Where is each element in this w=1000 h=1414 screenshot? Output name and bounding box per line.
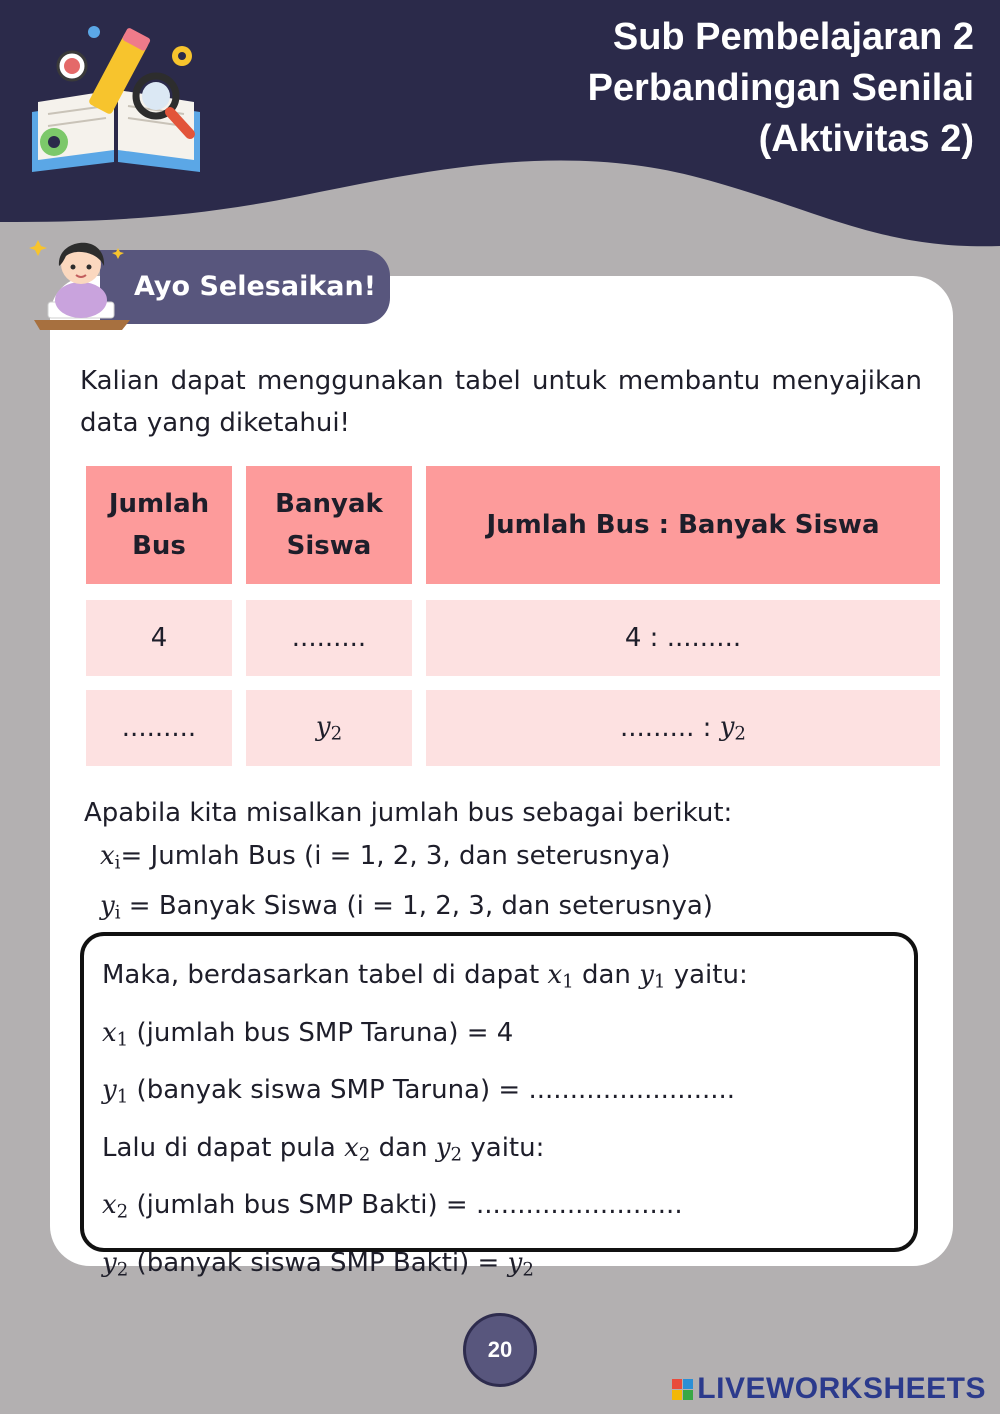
definition-lead: Apabila kita misalkan jumlah bus sebagai berikut: <box>84 798 733 828</box>
box-text: (banyak siswa SMP Taruna) = ......................... <box>128 1075 736 1106</box>
var-subscript: 1 <box>116 1029 129 1051</box>
box-text: (jumlah bus SMP Bakti) = ......................... <box>128 1190 683 1221</box>
var-subscript: i <box>114 902 121 924</box>
brand-icon <box>672 1379 693 1400</box>
box-text: dan <box>370 1132 436 1163</box>
var-subscript: 1 <box>653 971 666 993</box>
row2-siswa-var <box>316 712 342 745</box>
definition-y-text: = Banyak Siswa (i = 1, 2, 3, dan seterusnya) <box>120 890 713 921</box>
title-line-3: (Aktivitas 2) <box>758 118 974 160</box>
box-text: Lalu di dapat pula <box>102 1132 345 1163</box>
box-line-then <box>102 1123 914 1181</box>
box-text: dan <box>573 960 640 990</box>
row1-ratio <box>426 600 940 676</box>
header-ratio: Jumlah Bus : Banyak Siswa <box>426 466 940 584</box>
row2-siswa <box>246 690 412 766</box>
var-subscript: 2 <box>358 1144 371 1166</box>
var-letter: y <box>507 1247 523 1278</box>
var-letter: y <box>435 1132 451 1163</box>
var-subscript: 1 <box>562 971 574 993</box>
book-pencil-illustration <box>22 22 212 172</box>
row2-ratio-blank[interactable]: ......... : <box>620 713 720 743</box>
row1-ratio-blank[interactable]: ......... <box>666 623 742 653</box>
definition-x-text: = Jumlah Bus (i = 1, 2, 3, dan seterusnya) <box>120 841 671 871</box>
box-line-intro <box>102 950 914 1008</box>
brand-text: LIVEWORKSHEETS <box>697 1372 986 1405</box>
title-line-2: Perbandingan Senilai <box>587 67 974 109</box>
var-letter: y <box>102 1247 117 1278</box>
box-text: (jumlah bus SMP Taruna) = 4 <box>128 1017 514 1048</box>
var-subscript: i <box>114 852 121 874</box>
var-subscript: 2 <box>734 723 746 745</box>
box-line-x2[interactable] <box>102 1180 914 1238</box>
box-line-y1[interactable] <box>102 1065 914 1123</box>
definition-section <box>84 792 924 934</box>
var-subscript: 2 <box>522 1259 534 1281</box>
intro-paragraph: Kalian dapat menggunakan tabel untuk membantu menyajikan data yang diketahui! <box>80 366 922 438</box>
brand-logo <box>672 1372 986 1406</box>
var-letter: y <box>719 711 735 742</box>
page-number: 20 <box>463 1313 537 1387</box>
definition-x <box>84 835 924 885</box>
var-subscript: 2 <box>330 723 343 745</box>
var-subscript: 2 <box>450 1144 463 1166</box>
var-letter: y <box>100 890 115 921</box>
var-letter: y <box>315 711 331 742</box>
row2-bus[interactable]: ......... <box>86 690 232 766</box>
var-letter: x <box>100 841 115 871</box>
var-subscript: 1 <box>116 1086 129 1108</box>
box-line-y2 <box>102 1238 914 1296</box>
section-label: Ayo Selesaikan! <box>100 250 390 324</box>
answer-box <box>80 932 918 1281</box>
student-illustration <box>26 218 136 330</box>
row1-siswa[interactable]: ......... <box>246 600 412 676</box>
row1-bus: 4 <box>86 600 232 676</box>
row2-ratio <box>426 690 940 766</box>
header-banyak-siswa: Banyak Siswa <box>246 466 412 584</box>
var-subscript: 2 <box>116 1259 129 1281</box>
box-text: yaitu: <box>665 960 748 990</box>
box-text: Maka, berdasarkan tabel di dapat <box>102 960 548 990</box>
row1-ratio-left: 4 : <box>624 623 667 653</box>
var-letter: x <box>344 1132 359 1163</box>
header-jumlah-bus: Jumlah Bus <box>86 466 232 584</box>
var-letter: x <box>547 960 563 990</box>
var-subscript: 2 <box>116 1201 129 1223</box>
var-letter: y <box>102 1075 117 1106</box>
box-text: yaitu: <box>462 1132 545 1163</box>
var-letter: x <box>102 1190 117 1221</box>
box-line-x1 <box>102 1008 914 1066</box>
title-line-1: Sub Pembelajaran 2 <box>612 16 974 58</box>
box-text: (banyak siswa SMP Bakti) = <box>128 1247 508 1278</box>
page-title <box>588 12 974 165</box>
var-letter: x <box>102 1017 117 1048</box>
row2-ratio-var <box>720 712 746 745</box>
var-letter: y <box>639 960 654 990</box>
definition-y <box>84 885 924 935</box>
